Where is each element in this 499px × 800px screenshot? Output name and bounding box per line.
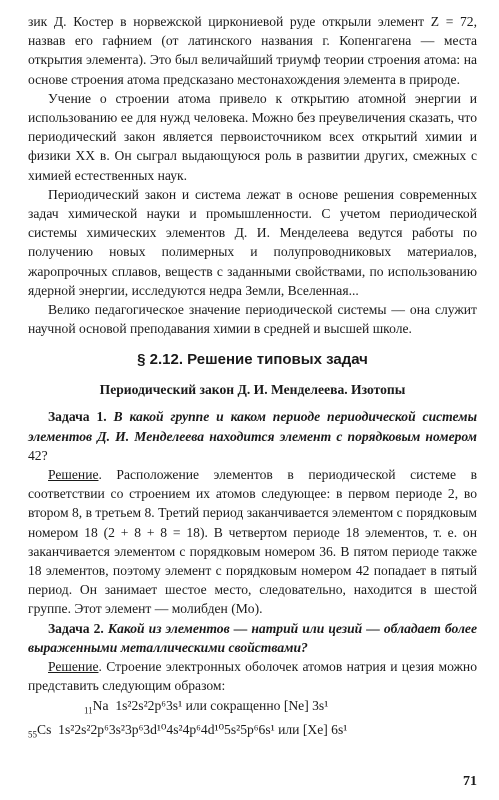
or-short-label: или сокращенно	[185, 697, 281, 713]
task-1-question	[28, 407, 477, 465]
cesium-symbol: Cs	[37, 722, 52, 738]
cesium-configuration	[28, 720, 477, 745]
cesium-short-config: [Xe] 6s¹	[302, 722, 348, 738]
task-1-solution	[28, 465, 477, 619]
task-2-solution-label: Решение	[48, 659, 99, 675]
cesium-atomic-number: 55	[28, 730, 37, 741]
task-2-solution-text: . Строение электронных оболочек атомов натрия и цезия можно представить следующим образом:	[28, 659, 477, 694]
task-1-text: В какой группе и каком периоде периодической системы элементов Д. И. Менделеева находится элемент с порядковым номером	[28, 409, 477, 444]
page-number: 71	[463, 774, 477, 789]
task-2-question	[28, 619, 477, 657]
intro-paragraph-4: Велико педагогическое значение периодической системы — она служит научной основой преподавания химии в средней и высшей школе.	[28, 302, 477, 337]
sodium-symbol: Na	[92, 697, 109, 713]
task-2-label: Задача 2.	[48, 620, 104, 636]
intro-paragraph-2: Учение о строении атома привело к открытию атомной энергии и использованию ее для нужд человека. Можно без преувеличения сказать, что периодический закон является первоисточником всех открытий химии и физики XX в. Он сыграл выдающуюся роль в развитии других, смежных с химией естественных наук.	[28, 90, 477, 183]
or-label: или	[278, 722, 300, 738]
section-title: § 2.12. Решение типовых задач	[137, 351, 368, 369]
sodium-atomic-number: 11	[84, 705, 93, 716]
task-1-solution-label: Решение	[48, 467, 99, 483]
intro-paragraph-1: зик Д. Костер в норвежской циркониевой руде открыли элемент Z = 72, назвав его гафнием (от латинского названия г. Копенгагена — места открытия элемента). Это был величайший триумф теории строения атома: на основе строения атома предсказано местонахождения элемента в природе.	[28, 14, 477, 87]
sodium-configuration	[28, 696, 477, 721]
task-1-solution-text: . Расположение элементов в периодической системе в соответствии со строением их атомов следующее: в первом периоде 2, во втором 8, в третьем 8. Третий период заканчивается элементом с порядковым номером 18 (2 + 8 + 8 = 18). В четвертом периоде 18 элементов, т. е. он заканчивается элементом с порядковым номером 36. В пятом периоде также 18 элементов, поэтому элемент с порядковым номером 42 попадает в пятый период. Он занимает шестое место, следовательно, находится в шестой группе. Этот элемент — молибден (Mo).	[28, 467, 477, 617]
cesium-config: 1s²2s²2p⁶3s²3p⁶3d¹⁰4s²4p⁶4d¹⁰5s²5p⁶6s¹	[58, 722, 275, 738]
task-1-number: 42?	[28, 447, 48, 463]
task-1-label: Задача 1.	[48, 409, 107, 425]
intro-paragraph-3: Периодический закон и система лежат в основе решения современных задач химической науки и промышленности. С учетом периодической системы химических элементов Д. И. Менделеева ведутся работы по получению новых полимерных и полупроводниковых материалов, жаропрочных сплавов, веществ с заданными свойствами, по использованию ядерной энергии, исследуются недра Земли, Вселенная...	[28, 186, 477, 298]
page-text	[28, 12, 477, 745]
sodium-config: 1s²2s²2p⁶3s¹	[115, 697, 183, 713]
task-2-solution	[28, 657, 477, 695]
sodium-short-config: [Ne] 3s¹	[283, 697, 329, 713]
subsection-title: Периодический закон Д. И. Менделеева. Изотопы	[99, 382, 406, 398]
task-2-text: Какой из элементов — натрий или цезий — обладает более выраженными металлическими свойствами?	[28, 620, 477, 655]
